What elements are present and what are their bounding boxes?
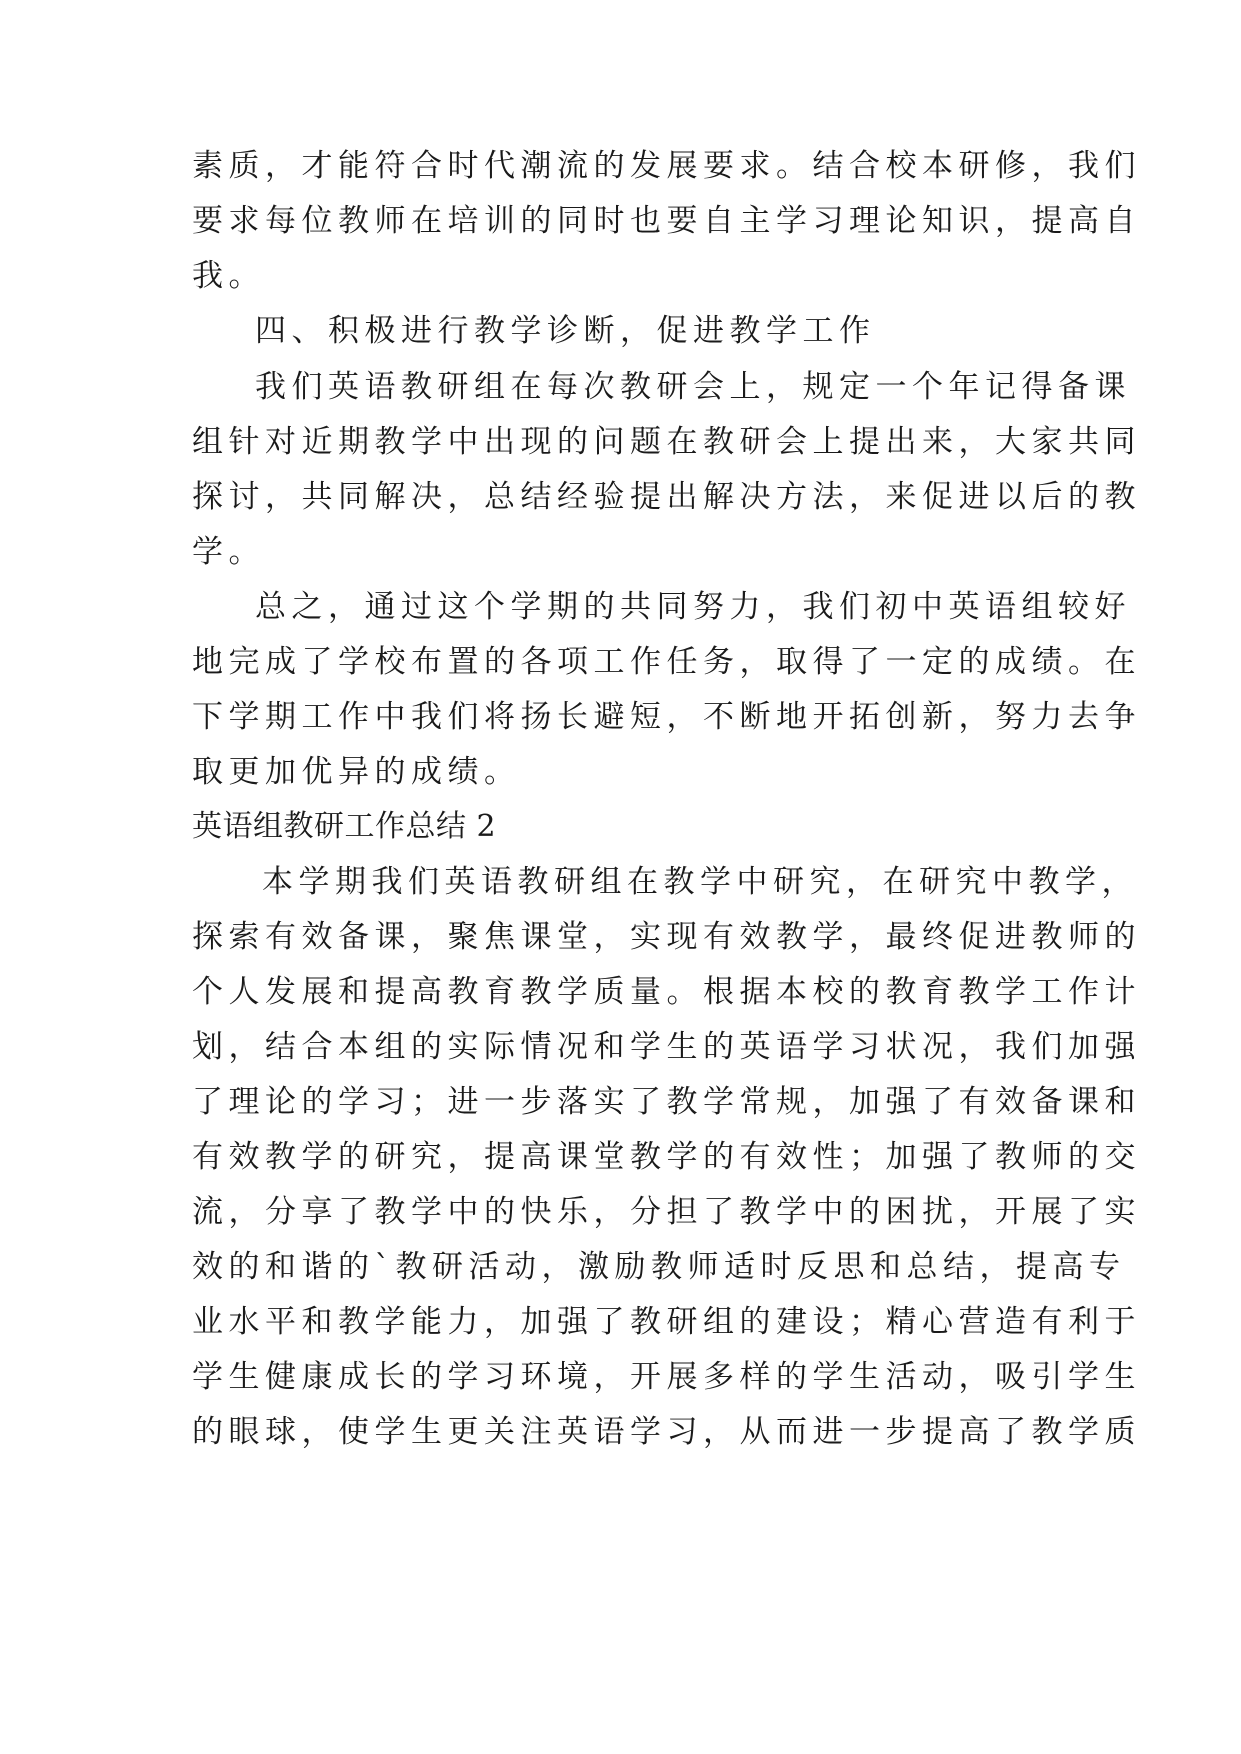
- paragraph-line: 总之，通过这个学期的共同努力，我们初中英语组较好: [255, 589, 1131, 625]
- paragraph-line: 组针对近期教学中出现的问题在教研会上提出来，大家共同: [192, 424, 1141, 460]
- paragraph-line: 下学期工作中我们将扬长避短，不断地开拓创新，努力去争: [192, 699, 1141, 735]
- paragraph-line: 业水平和教学能力，加强了教研组的建设；精心营造有利于: [192, 1304, 1141, 1340]
- paragraph-line: 探索有效备课，聚焦课堂，实现有效教学，最终促进教师的: [192, 919, 1141, 955]
- paragraph-line: 取更加优异的成绩。: [192, 754, 521, 790]
- paragraph-line: 我。: [192, 258, 265, 294]
- paragraph-line: 要求每位教师在培训的同时也要自主学习理论知识，提高自: [192, 203, 1141, 239]
- paragraph-line: 了理论的学习；进一步落实了教学常规，加强了有效备课和: [192, 1084, 1141, 1120]
- paragraph-line: 效的和谐的`教研活动，激励教师适时反思和总结，提高专: [192, 1249, 1126, 1285]
- paragraph-line: 的眼球，使学生更关注英语学习，从而进一步提高了教学质: [192, 1414, 1141, 1450]
- paragraph-line: 素质，才能符合时代潮流的发展要求。结合校本研修，我们: [192, 148, 1141, 184]
- document-title: 英语组教研工作总结 2: [192, 809, 497, 844]
- paragraph-line: 有效教学的研究，提高课堂教学的有效性；加强了教师的交: [192, 1139, 1141, 1175]
- paragraph-line: 学。: [192, 534, 265, 570]
- section-heading: 四、积极进行教学诊断，促进教学工作: [255, 313, 876, 349]
- paragraph-line: 划，结合本组的实际情况和学生的英语学习状况，我们加强: [192, 1029, 1141, 1065]
- paragraph-line: 地完成了学校布置的各项工作任务，取得了一定的成绩。在: [192, 644, 1141, 680]
- paragraph-line: 个人发展和提高教育教学质量。根据本校的教育教学工作计: [192, 974, 1141, 1010]
- paragraph-line: 本学期我们英语教研组在教学中研究，在研究中教学，: [262, 864, 1138, 900]
- paragraph-line: 学生健康成长的学习环境，开展多样的学生活动，吸引学生: [192, 1359, 1141, 1395]
- paragraph-line: 流，分享了教学中的快乐，分担了教学中的困扰，开展了实: [192, 1194, 1141, 1230]
- paragraph-line: 探讨，共同解决，总结经验提出解决方法，来促进以后的教: [192, 479, 1141, 515]
- paragraph-line: 我们英语教研组在每次教研会上，规定一个年记得备课: [255, 369, 1131, 405]
